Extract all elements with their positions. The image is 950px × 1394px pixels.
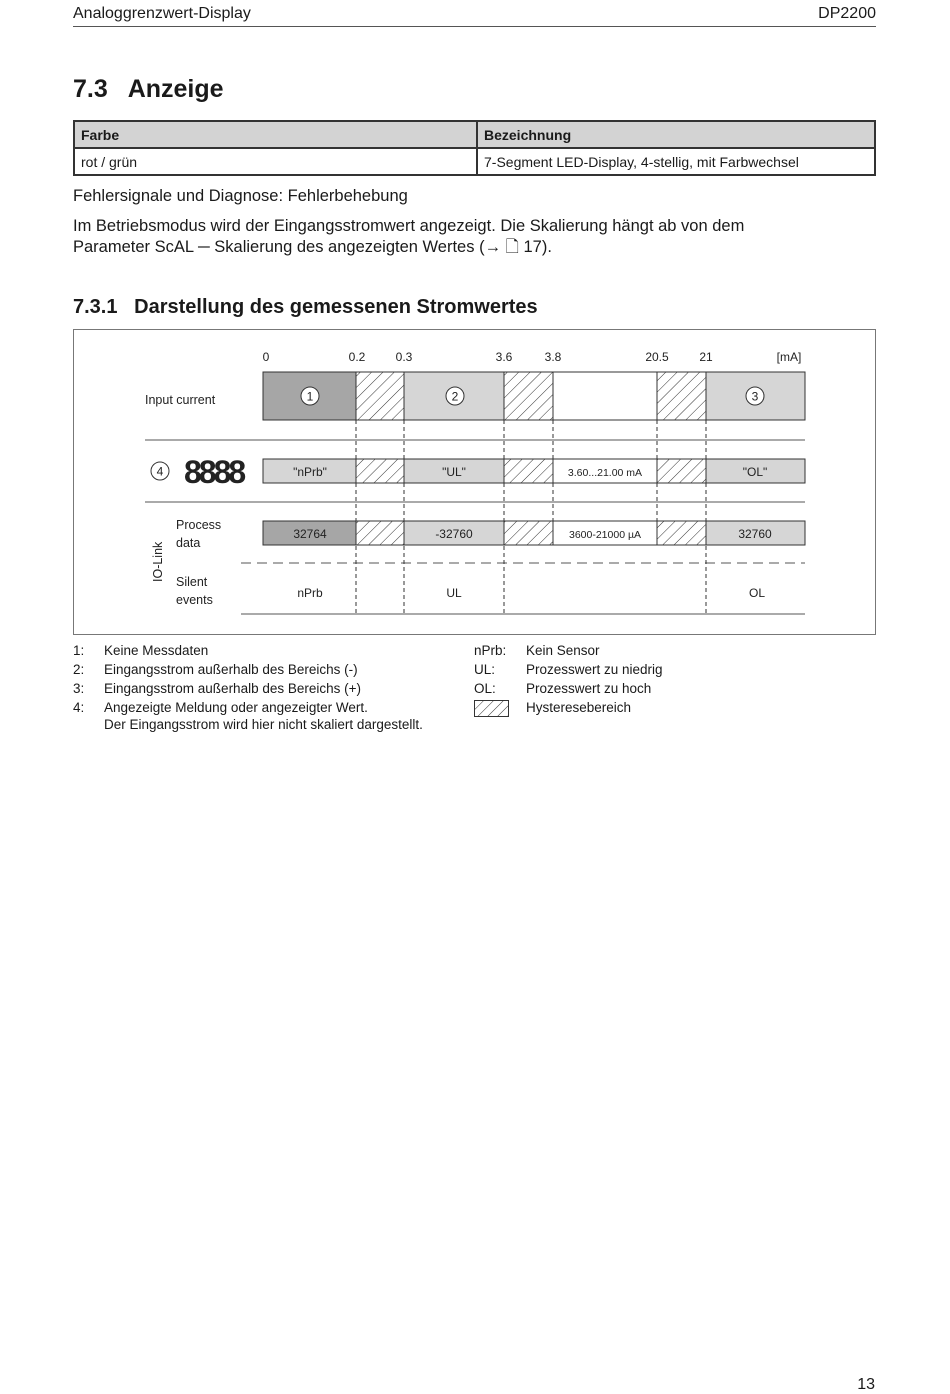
row-label-io-link: IO-Link	[151, 541, 165, 582]
input-segment-valid-range	[553, 372, 657, 420]
header-rule	[73, 26, 876, 27]
paragraph-operating-mode-line2: Parameter ScAL ─ Skalierung des angezeigten Wertes (→ 🗋 17).	[73, 238, 552, 256]
table-row	[74, 148, 875, 175]
subsection-number: 7.3.1	[73, 296, 118, 318]
display-text-ul: "UL"	[442, 465, 466, 479]
legend-item-ol: OL: Prozesswert zu hoch	[474, 681, 652, 696]
callout-number-2: 2	[451, 389, 459, 404]
scale-tick-0-3: 0.3	[395, 350, 413, 364]
callout-number-4: 4	[156, 464, 164, 479]
event-text-nprb: nPrb	[297, 586, 323, 600]
process-text-nprb: 32764	[293, 527, 327, 541]
display-spec-table	[73, 120, 876, 176]
paragraph-error-signals: Fehlersignale und Diagnose: Fehlerbehebung	[73, 187, 408, 205]
process-text-range: 3600-21000 µA	[568, 529, 642, 541]
process-segment-hysteresis-3	[657, 521, 706, 545]
row-label-silent: Silent	[176, 575, 208, 589]
legend-item-nprb: nPrb: Kein Sensor	[474, 643, 600, 658]
section-number: 7.3	[73, 75, 108, 103]
input-segment-hysteresis-1	[356, 372, 404, 420]
legend-item-ul: UL: Prozesswert zu niedrig	[474, 662, 663, 677]
display-text-nprb: "nPrb"	[293, 465, 327, 479]
row-label-data: data	[176, 536, 201, 550]
process-text-ul: -32760	[435, 527, 473, 541]
page-number: 13	[857, 1376, 875, 1393]
legend-item-3: 3: Eingangsstrom außerhalb des Bereichs (+)	[73, 681, 362, 696]
process-text-ol: 32760	[738, 527, 772, 541]
legend-item-hysteresis: Hysteresebereich	[474, 699, 663, 718]
display-segment-hysteresis-1	[356, 459, 404, 483]
input-segment-hysteresis-2	[504, 372, 553, 420]
seven-segment-display-icon: 8888	[184, 454, 244, 490]
section-title: Anzeige	[127, 75, 224, 103]
scale-tick-0-2: 0.2	[348, 350, 366, 364]
legend-right	[474, 642, 663, 718]
legend-item-1: 1: Keine Messdaten	[73, 643, 209, 658]
row-label-input-current: Input current	[145, 393, 216, 407]
running-header-product: DP2200	[818, 5, 876, 22]
scale-tick-3-8: 3.8	[544, 350, 562, 364]
event-text-ul: UL	[446, 586, 462, 600]
paragraph-operating-mode-line1: Im Betriebsmodus wird der Eingangsstromwert angezeigt. Die Skalierung hängt ab von dem	[73, 217, 745, 235]
scale-unit: [mA]	[776, 350, 802, 364]
table-header-row	[74, 121, 875, 148]
current-value-diagram	[73, 329, 876, 635]
diagram-svg	[74, 330, 875, 634]
row-label-process: Process	[176, 518, 222, 532]
display-segment-hysteresis-3	[657, 459, 706, 483]
event-text-ol: OL	[748, 586, 766, 600]
callout-number-1: 1	[306, 389, 314, 404]
input-segment-hysteresis-3	[657, 372, 706, 420]
scale-tick-3-6: 3.6	[495, 350, 513, 364]
legend-item-4-note: Der Eingangsstrom wird hier nicht skaliert dargestellt.	[104, 717, 423, 732]
display-text-range: 3.60...21.00 mA	[567, 467, 643, 479]
running-header-title: Analoggrenzwert-Display	[73, 5, 251, 22]
subsection-title: Darstellung des gemessenen Stromwertes	[134, 296, 538, 318]
row-label-events: events	[176, 593, 213, 607]
process-segment-hysteresis-2	[504, 521, 553, 545]
scale-tick-20-5: 20.5	[645, 350, 669, 364]
legend-item-2: 2: Eingangsstrom außerhalb des Bereichs (-)	[73, 662, 358, 677]
display-text-ol: "OL"	[742, 465, 768, 479]
table-header-color: Farbe	[74, 121, 477, 148]
scale-tick-21: 21	[699, 350, 713, 364]
hatch-swatch-icon	[474, 700, 509, 717]
legend-left	[73, 642, 423, 734]
subsection-heading	[73, 296, 538, 319]
display-segment-hysteresis-2	[504, 459, 553, 483]
table-header-designation: Bezeichnung	[477, 121, 875, 148]
process-segment-hysteresis-1	[356, 521, 404, 545]
table-cell-color: rot / grün	[74, 148, 477, 175]
table-cell-designation: 7-Segment LED-Display, 4-stellig, mit Farbwechsel	[477, 148, 875, 175]
scale-tick-0: 0	[262, 350, 270, 364]
legend-item-4: 4: Angezeigte Meldung oder angezeigter Wert.	[73, 700, 368, 715]
section-heading	[73, 75, 224, 104]
callout-number-3: 3	[751, 389, 759, 404]
